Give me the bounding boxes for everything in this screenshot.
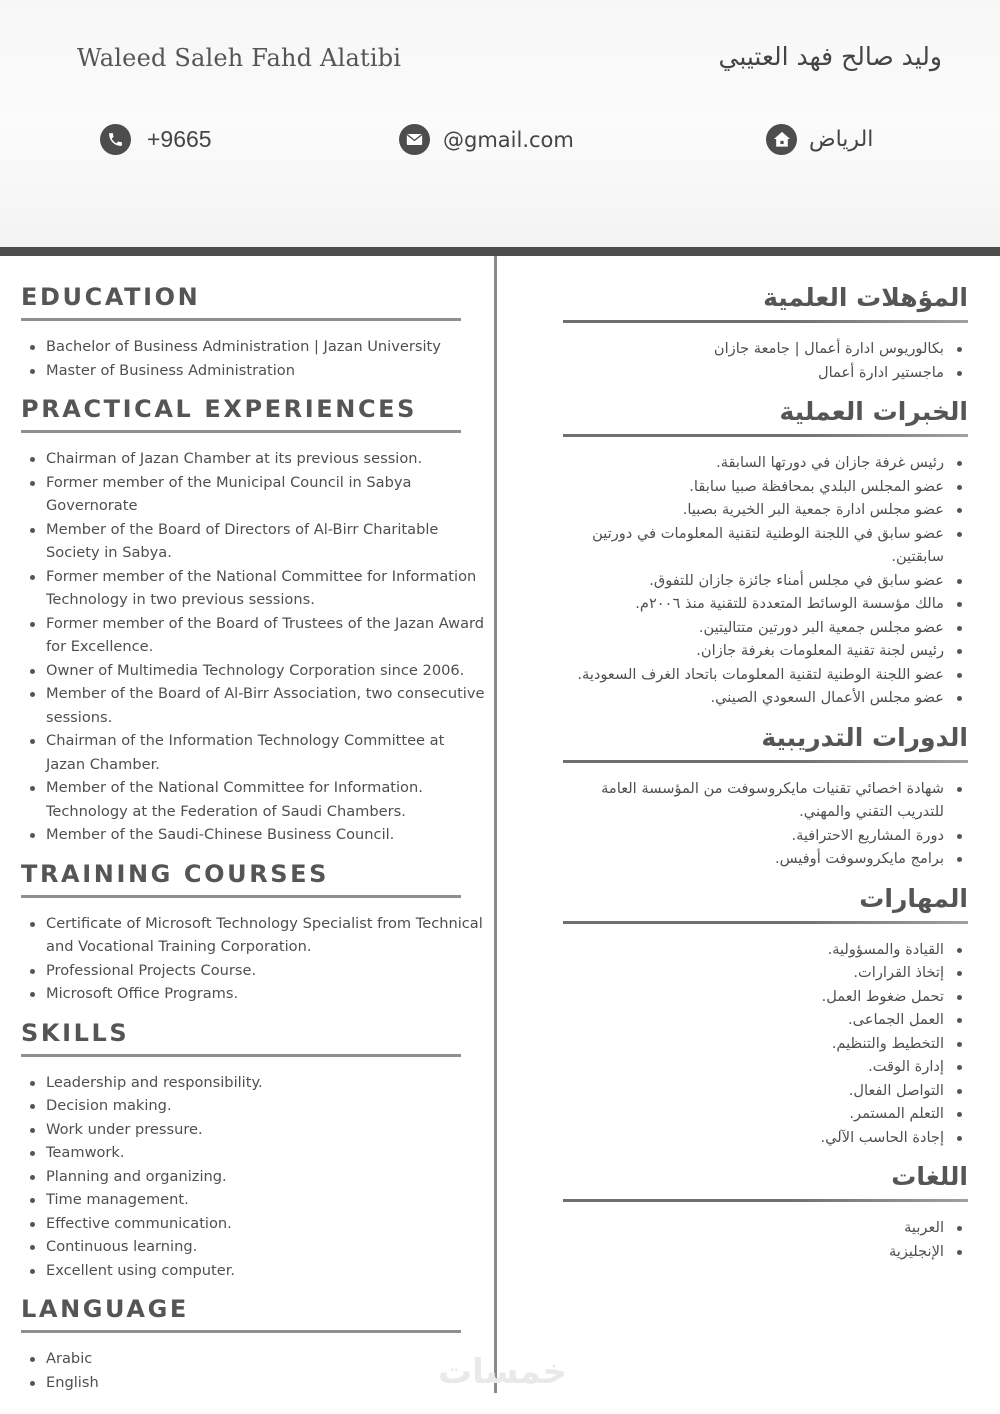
section-languages-ar bbox=[558, 1159, 968, 1263]
location-city: الرياض bbox=[809, 127, 874, 152]
section-experiences bbox=[21, 392, 486, 847]
list-item: Member of the Saudi-Chinese Business Council. bbox=[21, 823, 486, 847]
list-item: دورة المشاريع الاحترافية. bbox=[558, 824, 968, 848]
english-column bbox=[21, 280, 486, 1404]
list-item: Microsoft Office Programs. bbox=[21, 982, 486, 1006]
experience-list bbox=[21, 447, 486, 847]
section-language bbox=[21, 1292, 486, 1394]
section-skills bbox=[21, 1016, 486, 1283]
section-title: المهارات bbox=[859, 883, 968, 913]
list-item: English bbox=[21, 1371, 486, 1395]
list-item: Teamwork. bbox=[21, 1141, 486, 1165]
list-item: Certificate of Microsoft Technology Specialist from Technical and Vocational Training Corporation. bbox=[21, 912, 486, 959]
list-item: Former member of the National Committee for Information Technology in two previous sessions. bbox=[21, 565, 486, 612]
list-item: Chairman of the Information Technology Committee at Jazan Chamber. bbox=[21, 729, 486, 776]
list-item: Member of the Board of Directors of Al-Birr Charitable Society in Sabya. bbox=[21, 518, 486, 565]
phone-number: +9665 bbox=[147, 126, 212, 152]
list-item: إدارة الوقت. bbox=[558, 1055, 968, 1079]
training-list bbox=[21, 912, 486, 1006]
list-item: عضو مجلس ادارة جمعية البر الخيرية بصبيا. bbox=[558, 498, 968, 522]
list-item: Decision making. bbox=[21, 1094, 486, 1118]
list-item: شهادة اخصائي تقنيات مايكروسوفت من المؤسسة العامة للتدريب التقني والمهني. bbox=[558, 777, 968, 824]
language-list bbox=[21, 1347, 486, 1394]
section-title: TRAINING COURSES bbox=[21, 859, 330, 888]
email-address: @gmail.com bbox=[443, 127, 574, 152]
contact-location bbox=[766, 124, 873, 155]
section-title: الدورات التدريبية bbox=[761, 722, 968, 752]
list-item: عضو سابق في اللجنة الوطنية لتقنية المعلومات في دورتين سابقتين. bbox=[558, 522, 968, 569]
list-item: رئيس غرفة جازان في دورتها السابقة. bbox=[558, 451, 968, 475]
list-item: Leadership and responsibility. bbox=[21, 1071, 486, 1095]
section-training-ar bbox=[558, 720, 968, 871]
education-list bbox=[21, 335, 486, 382]
list-item: Master of Business Administration bbox=[21, 359, 486, 383]
list-item: Chairman of Jazan Chamber at its previous session. bbox=[21, 447, 486, 471]
list-item: عضو مجلس الأعمال السعودي الصيني. bbox=[558, 686, 968, 710]
list-item: مالك مؤسسة الوسائط المتعددة للتقنية منذ ٢٠٠٦م. bbox=[558, 592, 968, 616]
contact-phone bbox=[100, 124, 212, 155]
name-arabic: وليد صالح فهد العتيبي bbox=[718, 42, 942, 71]
skills-list-ar bbox=[558, 938, 968, 1150]
contact-email bbox=[399, 124, 574, 155]
mail-icon bbox=[399, 124, 430, 155]
section-rule bbox=[563, 434, 968, 437]
section-education bbox=[21, 280, 486, 382]
list-item: التواصل الفعال. bbox=[558, 1079, 968, 1103]
list-item: ماجستير ادارة أعمال bbox=[558, 361, 968, 385]
section-rule bbox=[563, 921, 968, 924]
list-item: إتخاذ القرارات. bbox=[558, 961, 968, 985]
list-item: عضو اللجنة الوطنية لتقنية المعلومات باتحاد الغرف السعودية. bbox=[558, 663, 968, 687]
section-title: المؤهلات العلمية bbox=[763, 283, 968, 312]
section-qualifications-ar bbox=[558, 280, 968, 384]
column-divider bbox=[494, 256, 497, 1393]
list-item: عضو سابق في مجلس أمناء جائزة جازان للتفوق. bbox=[558, 569, 968, 593]
list-item: التخطيط والتنظيم. bbox=[558, 1032, 968, 1056]
list-item: عضو مجلس جمعية البر دورتين متتاليتين. bbox=[558, 616, 968, 640]
list-item: القيادة والمسؤولية. bbox=[558, 938, 968, 962]
list-item: Member of the National Committee for Information. Technology at the Federation of Saudi Chambers. bbox=[21, 776, 486, 823]
section-title: اللغات bbox=[891, 1162, 968, 1191]
list-item: Arabic bbox=[21, 1347, 486, 1371]
list-item: Member of the Board of Al-Birr Association, two consecutive sessions. bbox=[21, 682, 486, 729]
header-divider-band bbox=[0, 247, 1000, 256]
arabic-column bbox=[558, 280, 968, 1273]
home-icon bbox=[766, 124, 797, 155]
section-title: SKILLS bbox=[21, 1018, 130, 1047]
training-list-ar bbox=[558, 777, 968, 871]
section-rule bbox=[21, 1054, 461, 1057]
phone-icon bbox=[100, 124, 131, 155]
list-item: Bachelor of Business Administration | Jazan University bbox=[21, 335, 486, 359]
list-item: الإنجليزية bbox=[558, 1240, 968, 1264]
qualifications-list bbox=[558, 337, 968, 384]
section-rule bbox=[21, 1330, 461, 1333]
list-item: Work under pressure. bbox=[21, 1118, 486, 1142]
list-item: برامج مايكروسوفت أوفيس. bbox=[558, 847, 968, 871]
section-title: PRACTICAL EXPERIENCES bbox=[21, 395, 418, 423]
list-item: العربية bbox=[558, 1216, 968, 1240]
section-experiences-ar bbox=[558, 394, 968, 710]
section-skills-ar bbox=[558, 881, 968, 1150]
list-item: تحمل ضغوط العمل. bbox=[558, 985, 968, 1009]
list-item: Professional Projects Course. bbox=[21, 959, 486, 983]
section-rule bbox=[563, 1199, 968, 1202]
list-item: Planning and organizing. bbox=[21, 1165, 486, 1189]
section-rule bbox=[21, 430, 461, 433]
list-item: Owner of Multimedia Technology Corporation since 2006. bbox=[21, 659, 486, 683]
list-item: إجادة الحاسب الآلي. bbox=[558, 1126, 968, 1150]
watermark-logo: خمسات bbox=[438, 1352, 567, 1392]
list-item: Continuous learning. bbox=[21, 1235, 486, 1259]
list-item: Time management. bbox=[21, 1188, 486, 1212]
section-rule bbox=[21, 318, 461, 321]
section-rule bbox=[563, 320, 968, 323]
section-title: EDUCATION bbox=[21, 283, 201, 311]
list-item: Former member of the Municipal Council in Sabya Governorate bbox=[21, 471, 486, 518]
list-item: رئيس لجنة تقنية المعلومات بغرفة جازان. bbox=[558, 639, 968, 663]
list-item: العمل الجماعى. bbox=[558, 1008, 968, 1032]
list-item: Excellent using computer. bbox=[21, 1259, 486, 1283]
section-title: LANGUAGE bbox=[21, 1295, 189, 1323]
section-rule bbox=[563, 760, 968, 763]
section-rule bbox=[21, 895, 461, 898]
experience-list-ar bbox=[558, 451, 968, 710]
name-english: Waleed Saleh Fahd Alatibi bbox=[77, 44, 402, 72]
section-title: الخبرات العملية bbox=[779, 397, 968, 426]
list-item: بكالوريوس ادارة أعمال | جامعة جازان bbox=[558, 337, 968, 361]
list-item: عضو المجلس البلدي بمحافظة صبيا سابقا. bbox=[558, 475, 968, 499]
list-item: التعلم المستمر. bbox=[558, 1102, 968, 1126]
section-training bbox=[21, 857, 486, 1006]
skills-list bbox=[21, 1071, 486, 1283]
list-item: Former member of the Board of Trustees of the Jazan Award for Excellence. bbox=[21, 612, 486, 659]
language-list-ar bbox=[558, 1216, 968, 1263]
list-item: Effective communication. bbox=[21, 1212, 486, 1236]
